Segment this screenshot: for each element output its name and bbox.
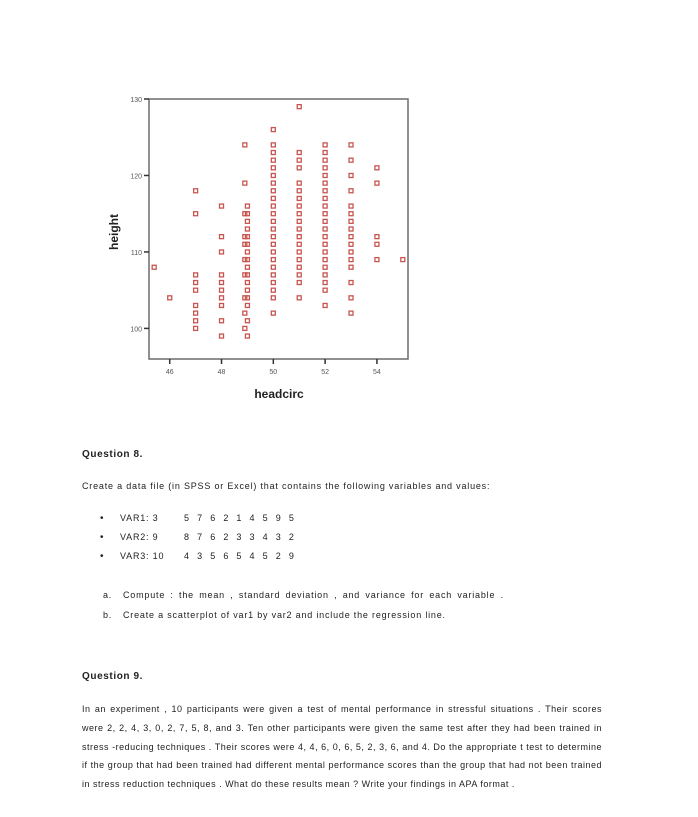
question-9-body: In an experiment , 10 participants were given a test of mental performance in stressful situations . Their scores were 2, 2, 4, 3, 0, 2, 7, 5, 8, and 3. Ten other participants were given the same test after they had been trained in stress -reducing techniques . Their scores were 4, 4, 6, 0, 6, 5, 2, 3, 6, and 4. Do the appropriate t test to determine if the group that had been trained had different mental performance scores than the group that had not been trained in stress reduction techniques . What do these results mean ? Write your findings in APA format .	[82, 704, 602, 790]
question-8-intro: Create a data file (in SPSS or Excel) that contains the following variables and values:	[82, 481, 491, 491]
task-item	[103, 610, 446, 620]
task-text: Compute : the mean , standard deviation , and variance for each variable .	[123, 590, 504, 600]
question-8-heading: Question 8.	[82, 449, 144, 460]
task-key: a.	[103, 590, 113, 600]
variable-item	[100, 532, 295, 543]
variable-label: VAR1: 3	[120, 513, 159, 523]
task-text: Create a scatterplot of var1 by var2 and include the regression line.	[123, 610, 446, 620]
question-9-heading: Question 9.	[82, 671, 144, 682]
variable-values: 8 7 6 2 3 3 4 3 2	[184, 532, 295, 542]
y-tick-label: 120	[130, 173, 142, 181]
y-tick-label: 100	[130, 326, 142, 334]
y-axis	[130, 97, 149, 333]
task-key: b.	[103, 610, 113, 620]
variable-values: 5 7 6 2 1 4 5 9 5	[184, 513, 295, 523]
task-item	[103, 590, 504, 600]
x-tick-label: 54	[373, 369, 381, 376]
variable-label: VAR2: 9	[120, 532, 159, 542]
variable-item	[100, 551, 295, 562]
plot-area	[149, 99, 408, 359]
bullet: •	[100, 513, 105, 524]
x-tick-label: 48	[217, 369, 226, 376]
x-axis	[166, 359, 381, 376]
x-tick-label: 52	[321, 369, 330, 376]
bullet: •	[100, 532, 105, 543]
variable-values: 4 3 5 6 5 4 5 2 9	[184, 551, 295, 561]
y-tick-label: 110	[130, 249, 142, 257]
variable-item	[100, 513, 295, 524]
variable-label: VAR3: 10	[120, 551, 165, 561]
bullet: •	[100, 551, 105, 562]
x-tick-label: 46	[165, 369, 174, 376]
y-axis-label: height	[107, 214, 121, 250]
y-tick-label: 130	[130, 97, 142, 104]
x-axis-label: headcirc	[254, 387, 304, 401]
x-tick-label: 50	[269, 369, 278, 376]
